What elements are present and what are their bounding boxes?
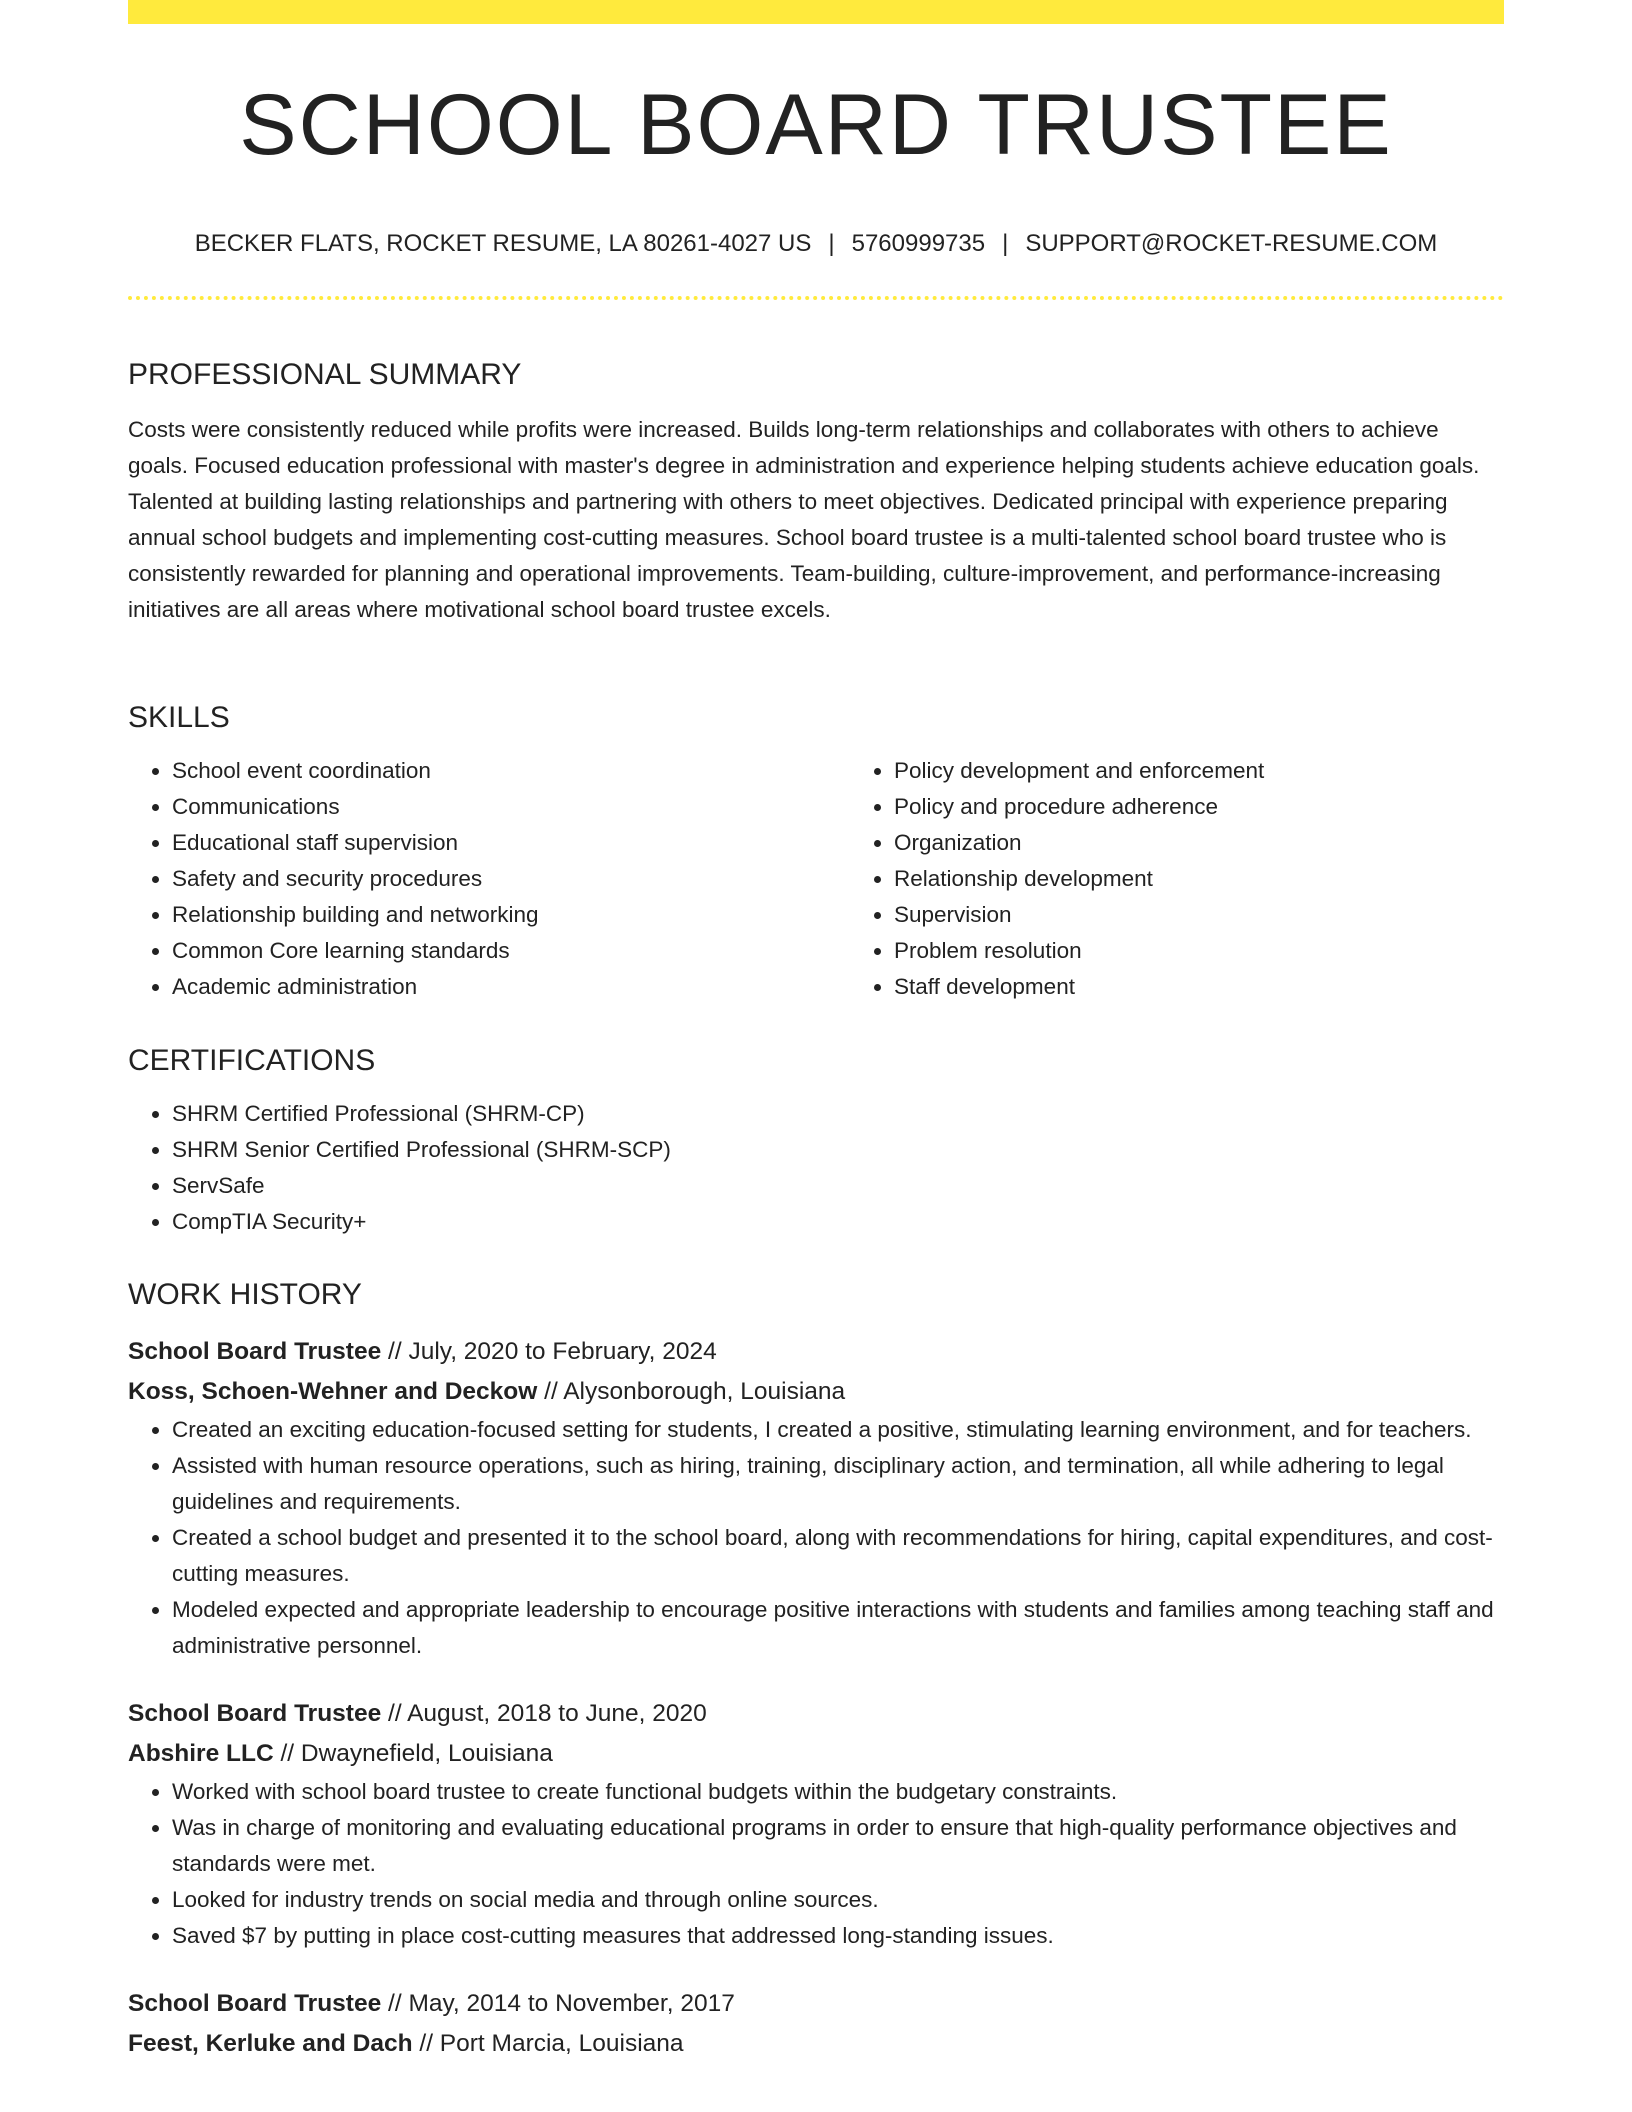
- job-entry: [128, 1694, 1504, 1954]
- work-history-heading: WORK HISTORY: [128, 1278, 362, 1311]
- job-entry: [128, 1984, 1504, 2064]
- job-company: Koss, Schoen-Wehner and Deckow: [128, 1378, 538, 1405]
- job-dates: // August, 2018 to June, 2020: [381, 1700, 707, 1727]
- skill-item: • Common Core learning standards: [172, 933, 850, 969]
- job-bullet: • Assisted with human resource operations, such as hiring, training, disciplinary action, and termination, all while adhering to legal guidelines and requirements.: [172, 1448, 1504, 1520]
- certifications-section: [128, 1046, 1504, 1240]
- job-bullet: • Saved $7 by putting in place cost-cutting measures that addressed long-standing issues.: [172, 1918, 1504, 1954]
- job-company-line: [128, 1372, 1504, 1412]
- skill-item: • Policy development and enforcement: [894, 753, 1572, 789]
- contact-phone[interactable]: 5760999735: [851, 230, 986, 257]
- skill-item: • School event coordination: [172, 753, 850, 789]
- skill-item: • Relationship development: [894, 861, 1572, 897]
- skills-list-right: [850, 753, 1572, 1005]
- job-dates: // July, 2020 to February, 2024: [381, 1338, 717, 1365]
- skill-item: • Supervision: [894, 897, 1572, 933]
- skills-section: [128, 703, 1504, 1005]
- job-company-line: [128, 2024, 1504, 2064]
- resume-page: [128, 0, 1504, 2057]
- contact-address: BECKER FLATS, ROCKET RESUME, LA 80261-4027 US: [194, 230, 812, 257]
- job-bullet: • Was in charge of monitoring and evaluating educational programs in order to ensure that high-quality performance objectives and standards were met.: [172, 1810, 1504, 1882]
- job-bullet: • Looked for industry trends on social media and through online sources.: [172, 1882, 1504, 1918]
- skill-item: • Policy and procedure adherence: [894, 789, 1572, 825]
- job-location: // Alysonborough, Louisiana: [537, 1378, 846, 1405]
- job-bullet: • Worked with school board trustee to create functional budgets within the budgetary constraints.: [172, 1774, 1504, 1810]
- job-bullets: [128, 1412, 1504, 1664]
- contact-email[interactable]: SUPPORT@ROCKET-RESUME.COM: [1025, 230, 1438, 257]
- job-title: School Board Trustee: [128, 1338, 382, 1365]
- job-company: Feest, Kerluke and Dach: [128, 2030, 413, 2057]
- skill-item: • Staff development: [894, 969, 1572, 1005]
- top-accent-bar: [128, 0, 1504, 24]
- skill-item: • Academic administration: [172, 969, 850, 1005]
- job-title-line: [128, 1332, 1504, 1372]
- resume-name: SCHOOL BOARD TRUSTEE: [239, 77, 1393, 173]
- dotted-divider: [128, 296, 1504, 300]
- summary-text: Costs were consistently reduced while profits were increased. Builds long-term relationships and collaborates with others to achieve goals. Focused education professional with master's degree in administration and experience helping students achieve education goals. Talented at building lasting relationships and partnering with others to meet objectives. Dedicated principal with experience preparing annual school budgets and implementing cost-cutting measures. School board trustee is a multi-talented school board trustee who is consistently rewarded for planning and operational improvements. Team-building, culture-improvement, and performance-increasing initiatives are all areas where motivational school board trustee excels.: [128, 417, 1480, 622]
- skills-list-left: [128, 753, 850, 1005]
- certification-item: • ServSafe: [172, 1168, 1504, 1204]
- job-title-line: [128, 1984, 1504, 2024]
- job-bullet: • Created a school budget and presented it to the school board, along with recommendations for hiring, capital expenditures, and cost-cutting measures.: [172, 1520, 1504, 1592]
- certification-item: • CompTIA Security+: [172, 1204, 1504, 1240]
- skill-item: • Safety and security procedures: [172, 861, 850, 897]
- certifications-heading: CERTIFICATIONS: [128, 1044, 376, 1077]
- job-title: School Board Trustee: [128, 1990, 382, 2017]
- skill-item: • Problem resolution: [894, 933, 1572, 969]
- job-location: // Port Marcia, Louisiana: [412, 2030, 684, 2057]
- work-history-section: [128, 1280, 1504, 2094]
- skill-item: • Communications: [172, 789, 850, 825]
- certification-item: • SHRM Senior Certified Professional (SHRM-SCP): [172, 1132, 1504, 1168]
- contact-separator: |: [828, 230, 835, 257]
- job-company-line: [128, 1734, 1504, 1774]
- job-dates: // May, 2014 to November, 2017: [381, 1990, 735, 2017]
- skills-heading: SKILLS: [128, 701, 230, 734]
- job-title: School Board Trustee: [128, 1700, 382, 1727]
- skill-item: • Educational staff supervision: [172, 825, 850, 861]
- job-bullet: • Modeled expected and appropriate leadership to encourage positive interactions with students and families among teaching staff and administrative personnel.: [172, 1592, 1504, 1664]
- contact-line: [128, 232, 1504, 256]
- skill-item: • Organization: [894, 825, 1572, 861]
- summary-heading: PROFESSIONAL SUMMARY: [128, 358, 522, 391]
- job-entry: [128, 1332, 1504, 1664]
- job-title-line: [128, 1694, 1504, 1734]
- contact-separator: |: [1002, 230, 1009, 257]
- summary-section: [128, 360, 1504, 628]
- job-bullets: [128, 1774, 1504, 1954]
- certification-item: • SHRM Certified Professional (SHRM-CP): [172, 1096, 1504, 1132]
- certifications-list: [128, 1096, 1504, 1240]
- skills-columns: [128, 753, 1504, 1005]
- job-bullet: • Created an exciting education-focused setting for students, I created a positive, stimulating learning environment, and for teachers.: [172, 1412, 1504, 1448]
- skill-item: • Relationship building and networking: [172, 897, 850, 933]
- job-location: // Dwaynefield, Louisiana: [273, 1740, 553, 1767]
- job-company: Abshire LLC: [128, 1740, 274, 1767]
